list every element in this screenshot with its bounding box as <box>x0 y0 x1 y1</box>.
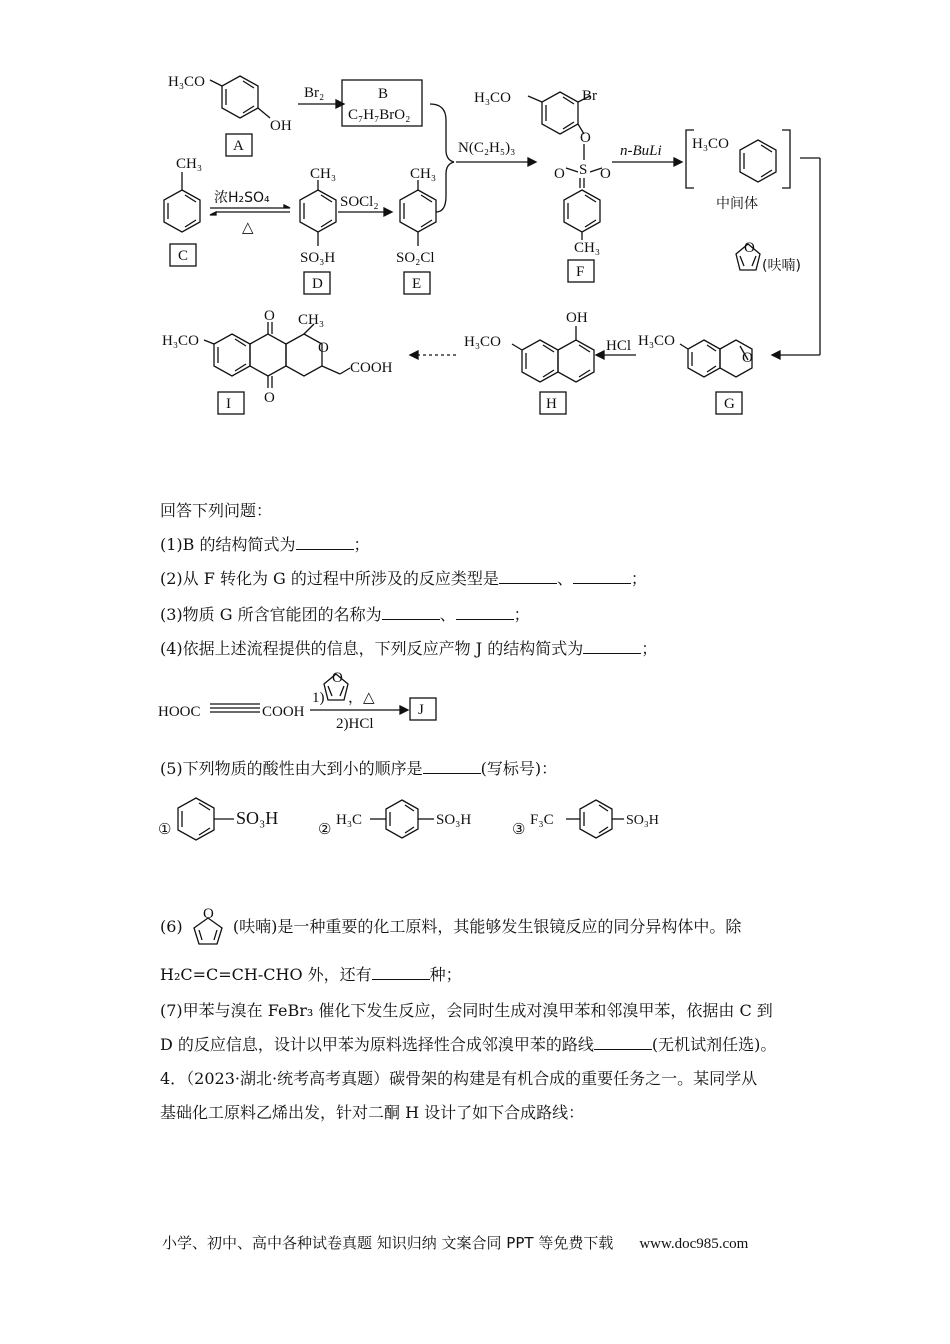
q5-blank[interactable] <box>423 759 481 774</box>
q5-item-2-suffix: SO₃H <box>436 812 472 828</box>
label-g: G <box>724 396 735 412</box>
q6-text-start: (6) <box>160 917 183 936</box>
q4-furan-oxygen: O <box>332 670 343 686</box>
question-3 <box>160 604 530 626</box>
reagent-br2: Br₂ <box>304 85 325 101</box>
q2-text: (2)从 F 转化为 G 的过程中所涉及的反应类型是 <box>160 569 499 588</box>
q4-step-2: 2)HCl <box>336 716 374 732</box>
q4-step-1-heat: ，△ <box>348 690 375 706</box>
e-sulfonyl-chloride: SO₂Cl <box>396 250 435 266</box>
i-ring-oxygen: O <box>318 340 329 356</box>
question-6 <box>160 902 741 946</box>
intermediate-label: 中间体 <box>716 196 758 212</box>
q4-step-1: 1) <box>312 690 325 706</box>
q2-end: ； <box>630 569 647 588</box>
question-7-line-2 <box>160 1034 776 1056</box>
q6-end: 种； <box>429 965 462 984</box>
label-i: I <box>226 396 231 412</box>
q3-blank-2[interactable] <box>456 605 514 620</box>
q7-line2-text: D 的反应信息，设计以甲苯为原料选择性合成邻溴甲苯的路线 <box>160 1035 594 1054</box>
i-methyl: CH₃ <box>298 312 325 328</box>
i-carboxylic-acid: COOH <box>350 360 393 376</box>
intermediate-methoxy: H₃CO <box>692 136 729 152</box>
g-methoxy-group: H₃CO <box>638 333 675 349</box>
q2-blank-2[interactable] <box>573 569 631 584</box>
reagent-nbuli: n-BuLi <box>620 143 662 159</box>
question-5 <box>160 758 557 780</box>
furan-oxygen: O <box>744 240 755 256</box>
label-f: F <box>576 264 585 280</box>
a-methoxy-group: H₃CO <box>168 74 205 90</box>
f-oxo-left: O <box>554 166 565 182</box>
f-methyl: CH₃ <box>574 240 601 256</box>
label-e: E <box>412 276 422 292</box>
reagent-hcl: HCl <box>606 338 632 354</box>
q1-blank[interactable] <box>296 535 354 550</box>
b-formula: C₇H₇BrO₂ <box>348 107 411 123</box>
svg-text:O: O <box>202 906 214 922</box>
i-ketone-top: O <box>264 308 275 324</box>
q5-structures <box>150 788 690 848</box>
q4-text: (4)依据上述流程提供的信息，下列反应产物 J 的结构简式为 <box>160 639 584 658</box>
question-2 <box>160 568 647 590</box>
reagent-heat: △ <box>242 220 254 236</box>
reagent-h2so4: 浓H₂SO₄ <box>214 190 270 206</box>
q6-line2-text: H₂C=C=CH-CHO 外，还有 <box>160 965 372 984</box>
label-b: B <box>378 86 389 102</box>
label-c: C <box>178 248 189 264</box>
label-d: D <box>312 276 323 292</box>
q4-blank[interactable] <box>583 639 641 654</box>
q5-text: (5)下列物质的酸性由大到小的顺序是 <box>160 759 423 778</box>
h-methoxy-group: H₃CO <box>464 334 501 350</box>
f-methoxy-group: H₃CO <box>474 90 511 106</box>
question-1 <box>160 534 370 556</box>
page-footer <box>162 1232 748 1253</box>
q6-blank[interactable] <box>372 965 430 980</box>
f-bromo: Br <box>582 88 597 104</box>
f-oxo-right: O <box>600 166 611 182</box>
synthesis-scheme <box>0 0 950 430</box>
q1-text: (1)B 的结构简式为 <box>160 535 296 554</box>
q5-item-3-number: ③ <box>512 822 526 838</box>
e-methyl: CH₃ <box>410 166 437 182</box>
question-4-header-line-2: 基础化工原料乙烯出发，针对二酮 H 设计了如下合成路线： <box>160 1103 585 1122</box>
question-6-line-2 <box>160 964 462 986</box>
question-4-header-line-1: 4．（2023·湖北·统考高考真题）碳骨架的构建是有机合成的重要任务之一。某同学从 <box>160 1069 758 1088</box>
q5-item-2-prefix: H₃C <box>336 812 363 828</box>
q5-item-3-prefix: F₃C <box>530 812 554 828</box>
q4-product-j: J <box>418 702 424 718</box>
d-methyl: CH₃ <box>310 166 337 182</box>
g-bridge-oxygen: O <box>742 350 753 366</box>
q3-blank-1[interactable] <box>382 605 440 620</box>
f-sulfur: S <box>579 162 588 178</box>
a-hydroxy-group: OH <box>270 118 292 134</box>
q4-right-acid: COOH <box>262 704 305 720</box>
q4-reaction-scheme <box>150 664 470 734</box>
label-a: A <box>233 138 244 154</box>
reagent-socl2: SOCl₂ <box>340 194 379 210</box>
q5-item-2-number: ② <box>318 822 332 838</box>
footer-site-link[interactable]: www.doc985.com <box>639 1236 749 1252</box>
q5-item-1-number: ① <box>158 822 172 838</box>
q1-end: ； <box>353 535 370 554</box>
q2-sep: 、 <box>556 569 573 588</box>
reagent-triethylamine: N(C₂H₅)₃ <box>458 140 516 156</box>
q3-text: (3)物质 G 所含官能团的名称为 <box>160 605 382 624</box>
h-hydroxy: OH <box>566 310 588 326</box>
f-oxygen: O <box>580 130 591 146</box>
furan-label: (呋喃) <box>762 258 801 274</box>
intro-text: 回答下列问题： <box>160 501 273 520</box>
q4-left-acid: HOOC <box>158 704 201 720</box>
footer-text: 小学、初中、高中各种试卷真题 知识归纳 文案合同 PPT 等免费下载 <box>162 1234 614 1252</box>
q7-blank[interactable] <box>594 1035 652 1050</box>
q5-item-3-suffix: SO₃H <box>626 813 659 828</box>
q4-end: ； <box>641 639 658 658</box>
d-sulfonic-acid: SO₃H <box>300 250 336 266</box>
label-h: H <box>546 396 557 412</box>
q3-sep: 、 <box>439 605 456 624</box>
i-methoxy-group: H₃CO <box>162 333 199 349</box>
q6-text: (呋喃)是一种重要的化工原料，其能够发生银镜反应的同分异构体中。除 <box>232 917 742 936</box>
q5-end: (写标号)： <box>480 759 558 778</box>
c-methyl: CH₃ <box>176 156 203 172</box>
q3-end: ； <box>513 605 530 624</box>
question-4 <box>160 638 657 660</box>
q5-item-1-suffix: SO₃H <box>236 808 279 828</box>
i-ketone-bottom: O <box>264 390 275 406</box>
q7-end: (无机试剂任选)。 <box>651 1035 777 1054</box>
question-7-line-1: (7)甲苯与溴在 FeBr₃ 催化下发生反应，会同时生成对溴甲苯和邻溴甲苯，依据由 C 到 <box>160 1001 773 1020</box>
q2-blank-1[interactable] <box>499 569 557 584</box>
furan-icon <box>188 902 228 946</box>
